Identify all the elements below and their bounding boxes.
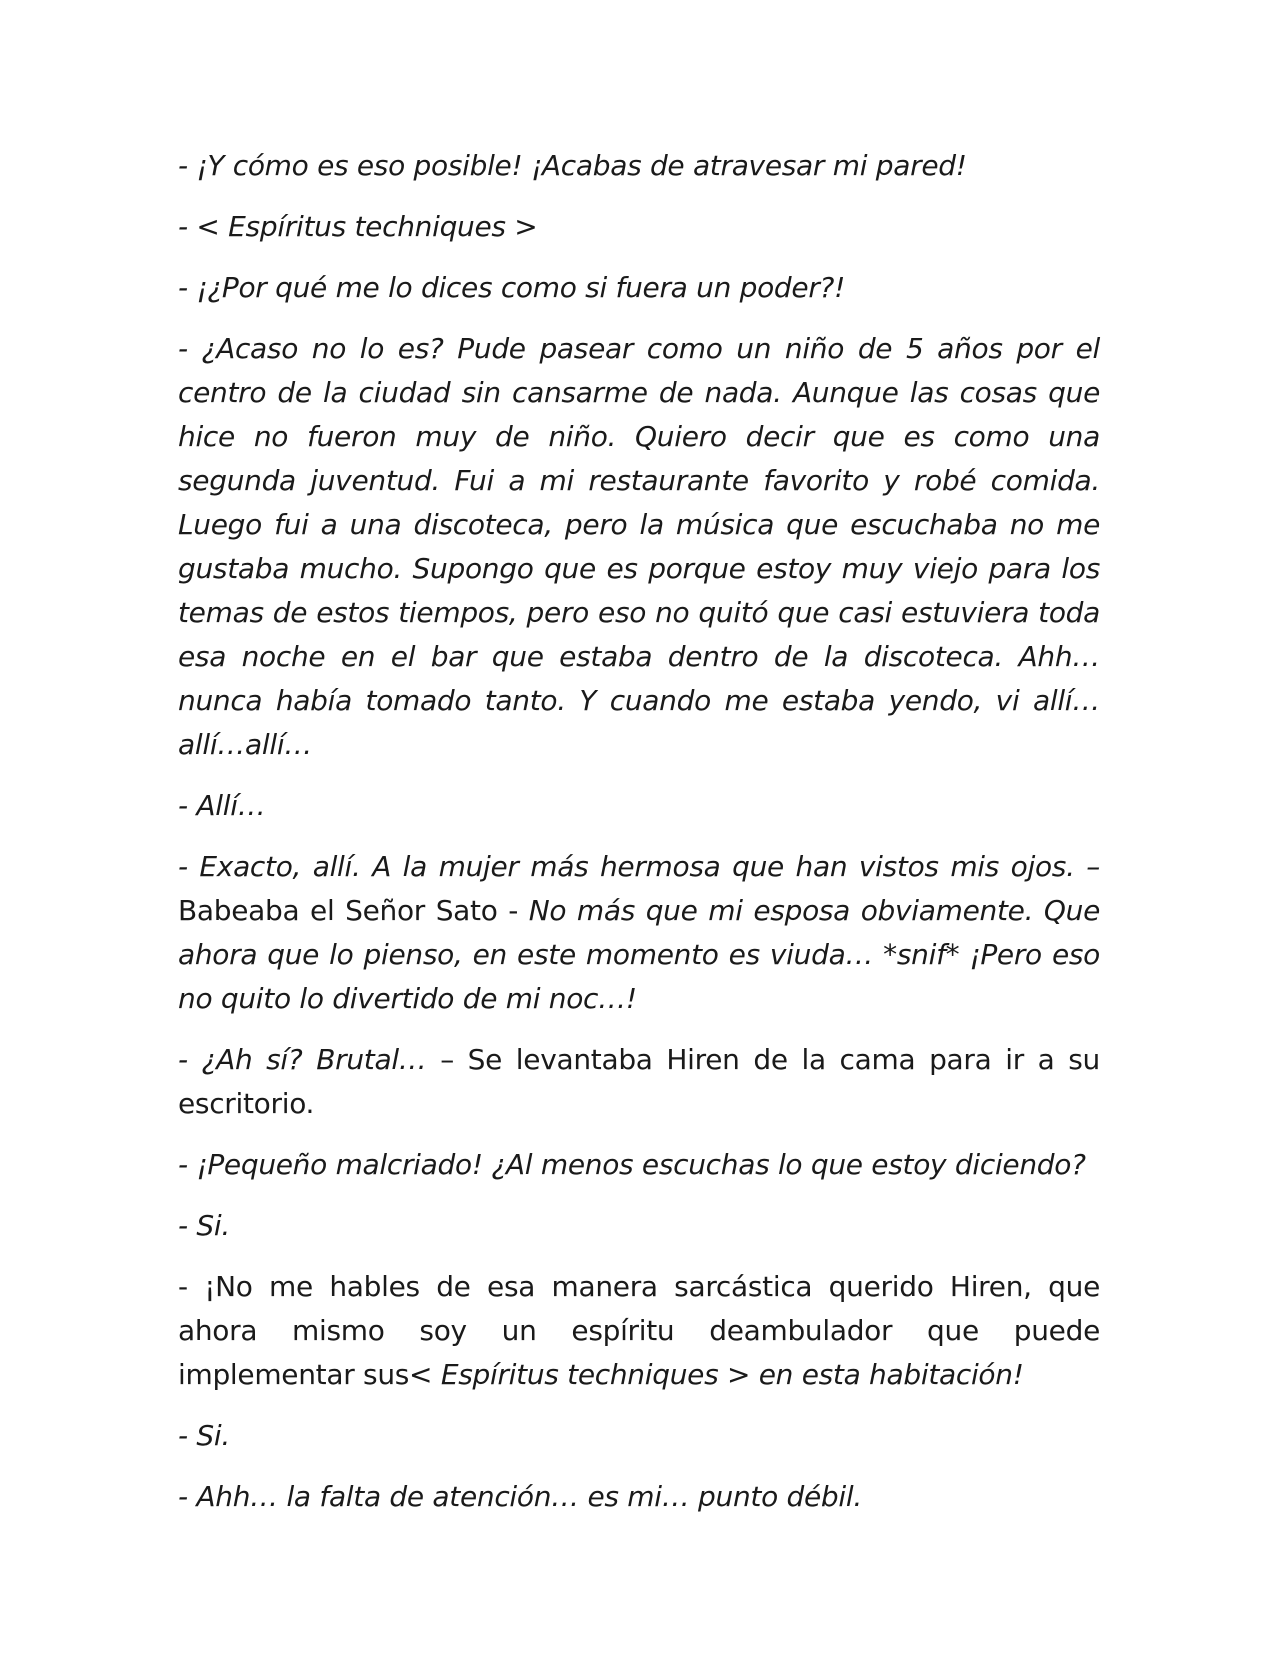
dialogue-text: Espíritus techniques > en esta habitación! bbox=[440, 1358, 1024, 1391]
dialogue-text: - ¡Pequeño malcriado! ¿Al menos escuchas lo que estoy diciendo? bbox=[178, 1148, 1086, 1181]
paragraph-9 bbox=[178, 1204, 1100, 1248]
dialogue-text: - < Espíritus techniques > bbox=[178, 210, 538, 243]
paragraph-10 bbox=[178, 1265, 1100, 1397]
dialogue-text: - ¡¿Por qué me lo dices como si fuera un poder?! bbox=[178, 271, 846, 304]
paragraph-8 bbox=[178, 1143, 1100, 1187]
paragraph-6 bbox=[178, 845, 1100, 1021]
dialogue-text: - ¡Y cómo es eso posible! ¡Acabas de atravesar mi pared! bbox=[178, 149, 967, 182]
paragraph-7 bbox=[178, 1038, 1100, 1126]
document-page bbox=[178, 144, 1100, 1536]
paragraph-5 bbox=[178, 784, 1100, 828]
dialogue-text: No más que mi esposa obviamente. Que ahora que lo pienso, en este momento es viuda… *snif* ¡Pero eso no quito lo divertido de mi noc…! bbox=[178, 894, 1100, 1015]
dialogue-text: - Si. bbox=[178, 1419, 230, 1452]
dialogue-text: - ¡No me hables de esa manera sarcástica querido Hiren, que ahora mismo soy un espíritu deambulador que puede implementar sus< bbox=[178, 1270, 1100, 1391]
dialogue-text: - Ahh… la falta de atención… es mi… punto débil. bbox=[178, 1480, 862, 1513]
narration-text: – Se levantaba Hiren de la cama para ir a su escritorio. bbox=[178, 1043, 1100, 1120]
paragraph-12 bbox=[178, 1475, 1100, 1519]
dialogue-text: - Exacto, allí. A la mujer más hermosa que han vistos mis ojos. – bbox=[178, 850, 1100, 883]
dialogue-text: - Allí… bbox=[178, 789, 266, 822]
dialogue-text: - ¿Ah sí? Brutal… bbox=[178, 1043, 441, 1076]
paragraph-4 bbox=[178, 327, 1100, 767]
paragraph-3 bbox=[178, 266, 1100, 310]
dialogue-text: - ¿Acaso no lo es? Pude pasear como un niño de 5 años por el centro de la ciudad sin cansarme de nada. Aunque las cosas que hice no fueron muy de niño. Quiero decir que es como una segunda juventud. Fui a mi restaurante favorito y robé comida. Luego fui a una discoteca, pero la música que escuchaba no me gustaba mucho. Supongo que es porque estoy muy viejo para los temas de estos tiempos, pero eso no quitó que casi estuviera toda esa noche en el bar que estaba dentro de la discoteca. Ahh… nunca había tomado tanto. Y cuando me estaba yendo, vi allí…allí…allí… bbox=[178, 332, 1100, 761]
paragraph-1 bbox=[178, 144, 1100, 188]
narration-text: Babeaba el Señor Sato - bbox=[178, 894, 529, 927]
paragraph-11 bbox=[178, 1414, 1100, 1458]
dialogue-text: - Si. bbox=[178, 1209, 230, 1242]
paragraph-2 bbox=[178, 205, 1100, 249]
